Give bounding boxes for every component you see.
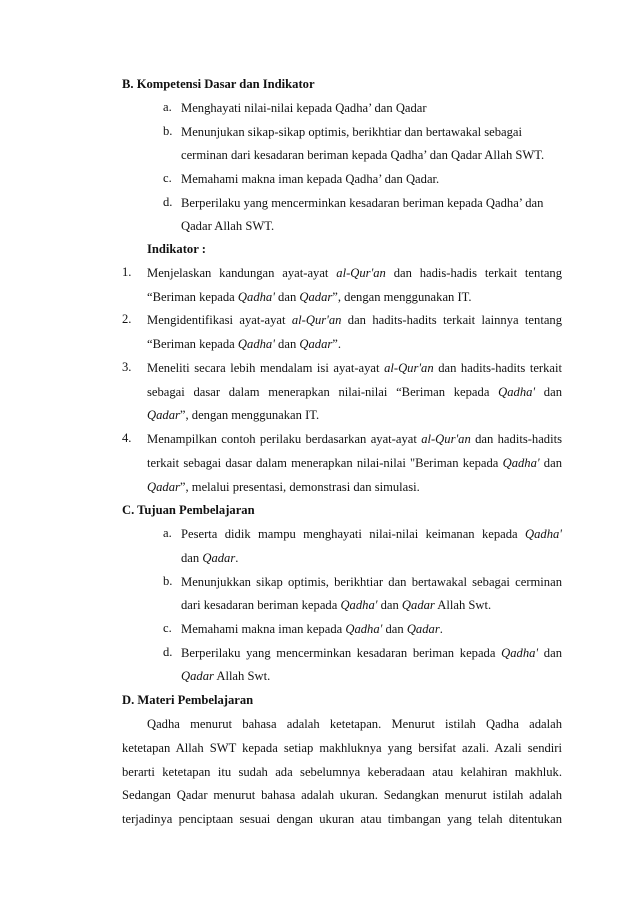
- kd-item-marker: c.: [163, 171, 172, 185]
- tujuan-item-line: Peserta didik mampu menghayati nilai-nilai keimanan kepada Qadha': [181, 527, 562, 541]
- kd-item-line: Qadar Allah SWT.: [181, 219, 275, 233]
- indikator-item-line: Qadar”, dengan menggunakan IT.: [147, 408, 320, 422]
- indikator-item-marker: 4.: [122, 431, 132, 445]
- tujuan-item-marker: d.: [163, 645, 173, 659]
- materi-paragraph-line: Qadha menurut bahasa adalah ketetapan. Menurut istilah Qadha adalah: [147, 717, 562, 731]
- materi-paragraph-line: ketetapan Allah SWT kepada setiap makhluknya yang bersifat azali. Azali sendiri: [122, 741, 562, 755]
- kd-item-line: Berperilaku yang mencerminkan kesadaran beriman kepada Qadha’ dan: [181, 196, 544, 210]
- tujuan-item-line: Memahami makna iman kepada Qadha' dan Qadar.: [181, 622, 443, 636]
- indikator-item-line: “Beriman kepada Qadha' dan Qadar”, dengan menggunakan IT.: [147, 290, 472, 304]
- tujuan-item-line: Qadar Allah Swt.: [181, 669, 271, 683]
- section-b-heading: B. Kompetensi Dasar dan Indikator: [122, 77, 315, 91]
- indikator-label: Indikator :: [147, 242, 206, 256]
- kd-item-marker: b.: [163, 124, 173, 138]
- kd-item-marker: a.: [163, 100, 172, 114]
- indikator-item-line: Mengidentifikasi ayat-ayat al-Qur'an dan hadits-hadits terkait lainnya tentang: [147, 313, 562, 327]
- indikator-item-line: Qadar”, melalui presentasi, demonstrasi dan simulasi.: [147, 480, 420, 494]
- indikator-item-line: Meneliti secara lebih mendalam isi ayat-ayat al-Qur'an dan hadits-hadits terkait: [147, 361, 562, 375]
- indikator-item-marker: 2.: [122, 312, 132, 326]
- tujuan-item-line: Berperilaku yang mencerminkan kesadaran beriman kepada Qadha' dan: [181, 646, 562, 660]
- kd-item-line: Menghayati nilai-nilai kepada Qadha’ dan Qadar: [181, 101, 427, 115]
- kd-item-line: Memahami makna iman kepada Qadha’ dan Qadar.: [181, 172, 440, 186]
- indikator-item-marker: 1.: [122, 265, 132, 279]
- indikator-item-line: “Beriman kepada Qadha' dan Qadar”.: [147, 337, 342, 351]
- section-c-heading: C. Tujuan Pembelajaran: [122, 503, 255, 517]
- materi-paragraph-line: Sedangan Qadar menurut bahasa adalah ukuran. Sedangkan menurut istilah adalah: [122, 788, 562, 802]
- section-d-heading: D. Materi Pembelajaran: [122, 693, 254, 707]
- kd-item-line: Menunjukan sikap-sikap optimis, berikhtiar dan bertawakal sebagai: [181, 125, 522, 139]
- tujuan-item-line: Menunjukkan sikap optimis, berikhtiar dan bertawakal sebagai cerminan: [181, 575, 562, 589]
- indikator-item-line: Menampilkan contoh perilaku berdasarkan ayat-ayat al-Qur'an dan hadits-hadits: [147, 432, 562, 446]
- indikator-item-line: Menjelaskan kandungan ayat-ayat al-Qur'an dan hadis-hadis terkait tentang: [147, 266, 562, 280]
- indikator-item-line: sebagai dasar dalam menerapkan nilai-nilai “Beriman kepada Qadha' dan: [147, 385, 562, 399]
- materi-paragraph-line: berarti ketetapan itu sudah ada sebelumnya keberadaan atau kelahiran makhluk.: [122, 765, 562, 779]
- tujuan-item-line: dan Qadar.: [181, 551, 239, 565]
- materi-paragraph-line: terjadinya penciptaan sesuai dengan ukuran atau timbangan yang telah ditentukan: [122, 812, 562, 826]
- kd-item-marker: d.: [163, 195, 173, 209]
- tujuan-item-line: dari kesadaran beriman kepada Qadha' dan Qadar Allah Swt.: [181, 598, 492, 612]
- indikator-item-marker: 3.: [122, 360, 132, 374]
- kd-item-line: cerminan dari kesadaran beriman kepada Qadha’ dan Qadar Allah SWT.: [181, 148, 545, 162]
- indikator-item-line: terkait sebagai dasar dalam menerapkan nilai-nilai "Beriman kepada Qadha' dan: [147, 456, 562, 470]
- tujuan-item-marker: a.: [163, 526, 172, 540]
- tujuan-item-marker: c.: [163, 621, 172, 635]
- tujuan-item-marker: b.: [163, 574, 173, 588]
